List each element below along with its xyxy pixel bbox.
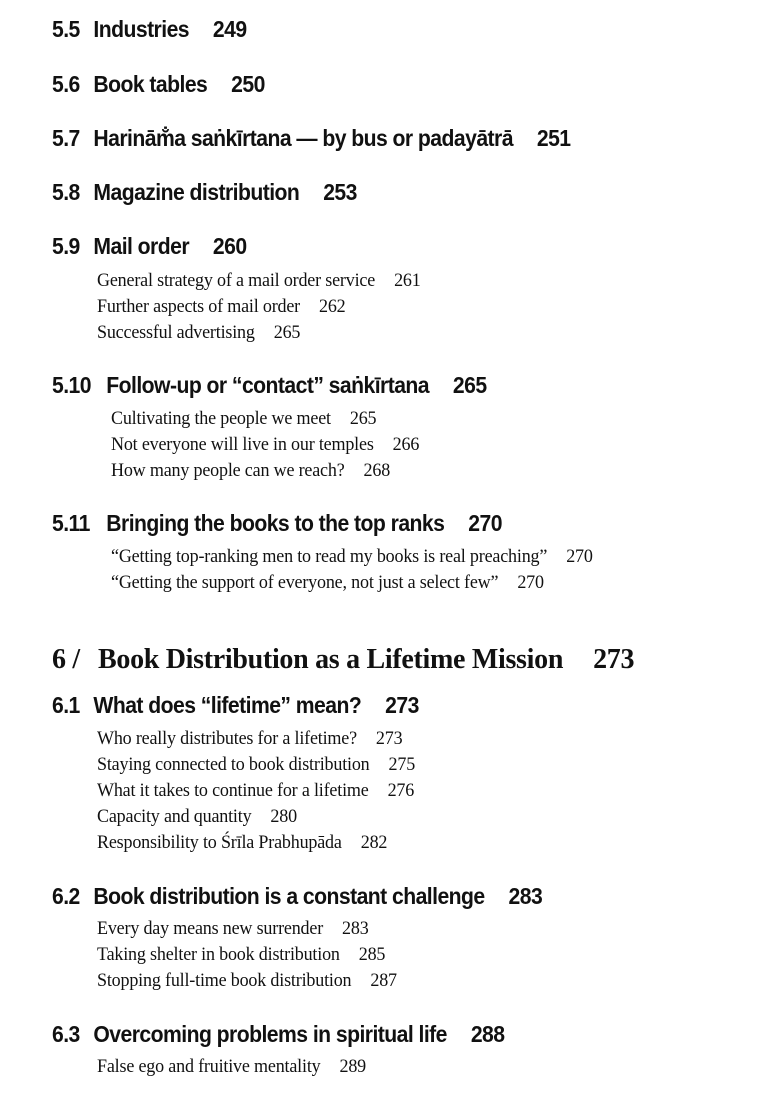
subsection-title: Staying connected to book distribution xyxy=(97,754,370,775)
page-number: 260 xyxy=(212,233,247,259)
toc-subsection[interactable] xyxy=(97,970,397,992)
subsection-title: Capacity and quantity xyxy=(97,806,252,827)
section-number: 5.5 xyxy=(52,16,80,42)
subsection-title: False ego and fruitive mentality xyxy=(97,1056,321,1077)
toc-subsection[interactable] xyxy=(111,546,593,568)
section-number: 5.11 xyxy=(52,510,90,536)
toc-subsection[interactable] xyxy=(97,832,387,854)
toc-subsection[interactable] xyxy=(111,434,419,456)
page-number: 265 xyxy=(452,372,487,398)
toc-section-5-6[interactable] xyxy=(52,71,265,98)
toc-section-5-10[interactable] xyxy=(52,372,487,399)
subsection-title: Further aspects of mail order xyxy=(97,296,301,317)
section-title: What does “lifetime” mean? xyxy=(93,692,362,718)
page-number: 249 xyxy=(212,16,247,42)
subsection-title: Stopping full-time book distribution xyxy=(97,970,352,991)
subsection-title: Who really distributes for a lifetime? xyxy=(97,728,357,749)
section-number: 5.8 xyxy=(52,179,80,205)
section-title: Bringing the books to the top ranks xyxy=(106,510,445,536)
subsection-title: How many people can we reach? xyxy=(111,460,345,481)
toc-section-5-8[interactable] xyxy=(52,179,357,206)
toc-section-5-7[interactable] xyxy=(52,125,571,152)
page-number: 282 xyxy=(360,832,388,853)
toc-section-5-5[interactable] xyxy=(52,16,247,43)
subsection-title: General strategy of a mail order service xyxy=(97,270,376,291)
page-number: 250 xyxy=(231,71,265,97)
subsection-title: “Getting top-ranking men to read my books is real preaching” xyxy=(111,546,548,567)
section-number: 5.7 xyxy=(52,125,80,151)
section-number: 6.3 xyxy=(52,1021,80,1047)
section-number: 6.1 xyxy=(52,692,80,718)
page-number: 270 xyxy=(468,510,502,536)
page-number: 270 xyxy=(566,546,593,567)
section-title: Book tables xyxy=(93,71,208,97)
toc-chapter-6[interactable] xyxy=(52,644,634,676)
section-title: Harinām̐a saṅkīrtana — by bus or padayātrā xyxy=(93,125,513,151)
page-number: 280 xyxy=(270,806,297,827)
page-number: 265 xyxy=(349,408,377,429)
section-title: Mail order xyxy=(93,233,190,259)
page-number: 283 xyxy=(342,918,369,939)
toc-section-6-2[interactable] xyxy=(52,883,542,910)
section-number: 6.2 xyxy=(52,883,80,909)
toc-subsection[interactable] xyxy=(97,296,346,318)
toc-subsection[interactable] xyxy=(97,1056,366,1078)
toc-subsection[interactable] xyxy=(97,806,297,828)
subsection-title: Successful advertising xyxy=(97,322,255,343)
subsection-title: Responsibility to Śrīla Prabhupāda xyxy=(97,832,342,853)
toc-subsection[interactable] xyxy=(111,408,376,430)
toc-subsection[interactable] xyxy=(97,780,414,802)
section-number: 5.9 xyxy=(52,233,80,259)
page-number: 288 xyxy=(470,1021,505,1047)
page-number: 285 xyxy=(358,944,386,965)
toc-subsection[interactable] xyxy=(111,572,544,594)
page-number: 251 xyxy=(536,125,571,151)
page-number: 275 xyxy=(388,754,416,775)
subsection-title: Not everyone will live in our temples xyxy=(111,434,374,455)
page-number: 262 xyxy=(319,296,346,317)
chapter-title: Book Distribution as a Lifetime Mission xyxy=(98,644,564,675)
section-title: Book distribution is a constant challenge xyxy=(93,883,485,909)
toc-section-5-11[interactable] xyxy=(52,510,502,537)
toc-section-6-3[interactable] xyxy=(52,1021,504,1048)
page-number: 270 xyxy=(517,572,544,593)
toc-subsection[interactable] xyxy=(97,754,415,776)
page-number: 283 xyxy=(508,883,543,909)
page-number: 273 xyxy=(375,728,403,749)
toc-subsection[interactable] xyxy=(97,944,385,966)
section-number: 5.10 xyxy=(52,372,91,398)
page-number: 273 xyxy=(593,644,635,675)
toc-subsection[interactable] xyxy=(97,728,402,750)
page-number: 266 xyxy=(392,434,420,455)
page-number: 253 xyxy=(323,179,357,205)
toc-subsection[interactable] xyxy=(97,322,300,344)
page-number: 276 xyxy=(387,780,415,801)
subsection-title: Taking shelter in book distribution xyxy=(97,944,340,965)
page-number: 287 xyxy=(370,970,397,991)
page-number: 261 xyxy=(394,270,421,291)
section-title: Overcoming problems in spiritual life xyxy=(93,1021,447,1047)
subsection-title: Cultivating the people we meet xyxy=(111,408,331,429)
toc-subsection[interactable] xyxy=(111,460,390,482)
page-number: 265 xyxy=(273,322,301,343)
section-title: Magazine distribution xyxy=(93,179,300,205)
section-title: Industries xyxy=(93,16,190,42)
page-number: 268 xyxy=(363,460,391,481)
section-number: 5.6 xyxy=(52,71,80,97)
toc-section-5-9[interactable] xyxy=(52,233,247,260)
chapter-number: 6 / xyxy=(52,644,80,675)
page-number: 289 xyxy=(339,1056,367,1077)
toc-subsection[interactable] xyxy=(97,270,421,292)
toc-section-6-1[interactable] xyxy=(52,692,419,719)
subsection-title: “Getting the support of everyone, not just a select few” xyxy=(111,572,499,593)
subsection-title: Every day means new surrender xyxy=(97,918,324,939)
page-number: 273 xyxy=(385,692,419,718)
section-title: Follow-up or “contact” saṅkīrtana xyxy=(106,372,430,398)
subsection-title: What it takes to continue for a lifetime xyxy=(97,780,369,801)
toc-subsection[interactable] xyxy=(97,918,369,940)
